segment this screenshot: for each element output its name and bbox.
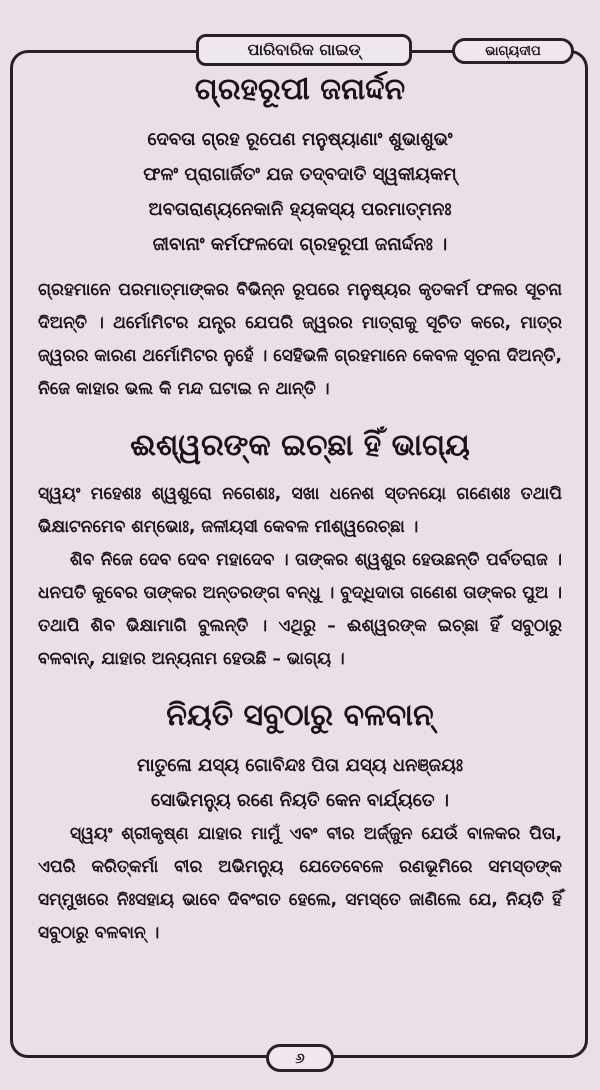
book-title-badge: ପାରିବାରିକ ଗାଇଡ୍: [196, 34, 412, 66]
paragraph: ସ୍ୱୟଂ ମହେଶଃ ଶ୍ୱଶୁରୋ ନଗେଶଃ, ସଖା ଧନେଶ ସ୍ତନୟୋ ଗଣେଶଃ ତଥାପି ଭିକ୍ଷାଟନମେବ ଶମ୍ଭୋଃ, ଜଳୀୟସୀ କେବଳ ମୀଶ୍ୱରେଚ୍ଛା ।: [38, 484, 562, 537]
section-ishwar-ichha: [38, 426, 562, 676]
section-niyati: [38, 696, 562, 950]
paragraph: ସ୍ୱୟଂ ଶ୍ରୀକୃଷ୍ଣ ଯାହାର ମାମୁଁ ଏବଂ ବୀର ଅର୍ଜ୍ଜୁନ ଯେଉଁ ବାଳକର ପିତା, ଏପରି କରିତ୍‌କର୍ମା ବୀର ଅଭିମନ୍ୟୁ ଯେତେବେଳେ ରଣଭୂମିରେ ସମସ୍ତଙ୍କ ସମ୍ମୁଖରେ ନିଃସହାୟ ଭାବେ ଦିବଂଗତ ହେଲେ, ସମସ୍ତେ ଜାଣିଲେ ଯେ, ନିୟତି ହିଁ ସବୁଠାରୁ ବଳବାନ୍ ।: [38, 824, 562, 943]
explanation: [38, 274, 562, 406]
verse-line: ମାତୁଳୋ ଯସ୍ୟ ଗୋବିନ୍ଦଃ ପିତା ଯସ୍ୟ ଧନଞ୍ଜୟଃ: [137, 755, 463, 776]
sanskrit-verse: [38, 122, 562, 262]
page-number: ୬: [266, 1044, 334, 1072]
paragraph: ଗ୍ରହମାନେ ପରମାତ୍ମାଙ୍କର ବିଭିନ୍ନ ରୂପରେ ମନୁଷ୍ୟର କୃତକର୍ମ ଫଳର ସୂଚନା ଦିଅନ୍ତି । ଥର୍ମୋମିଟର ଯନ୍ତ୍ର ଯେପରି ଜ୍ୱରର ମାତ୍ରାକୁ ସୂଚିତ କରେ, ମାତ୍ର ଜ୍ୱରର କାରଣ ଥର୍ମୋମିଟର ନୁହେଁ । ସେହିଭଳି ଗ୍ରହମାନେ କେବଳ ସୂଚନା ଦିଅନ୍ତି, ନିଜେ କାହାର ଭଲ କି ମନ୍ଦ ଘଟାଇ ନ ଥାନ୍ତି ।: [38, 280, 562, 399]
verse-line: ଦେବତା ଗ୍ରହ ରୂପେଣ ମନୁଷ୍ୟାଣାଂ ଶୁଭାଶୁଭଂ: [147, 129, 453, 150]
verse-line: ଫଳଂ ପ୍ରାଗାର୍ଜିତଂ ଯଜ ତଦ୍‌ବଦାତି ସ୍ୱକୀୟକମ୍: [143, 164, 457, 185]
section-title: ନିୟତି ସବୁଠାରୁ ବଳବାନ୍: [166, 698, 434, 733]
section-grahrupi: [38, 70, 562, 406]
explanation: [38, 818, 562, 950]
page-content: [38, 70, 562, 950]
verse-line: ସୋଭିମନ୍ୟୁ ରଣେ ନିୟତି କେନ ବାର୍ଯ୍ୟତେ ।: [151, 790, 449, 811]
sanskrit-verse: [38, 748, 562, 818]
section-label-badge: ଭାଗ୍ୟଦୀପ: [452, 38, 574, 64]
section-title: ଈଶ୍ୱରଙ୍କ ଇଚ୍ଛା ହିଁ ଭାଗ୍ୟ: [130, 428, 470, 463]
verse-line: ଅବତାରାଣ୍ୟନେକାନି ହ୍ୟକସ୍ୟ ପରମାତ୍ମନଃ: [148, 199, 452, 220]
paragraph: ଶିବ ନିଜେ ଦେବ ଦେବ ମହାଦେବ । ତାଙ୍କର ଶ୍ୱଶୁର ହେଉଛନ୍ତି ପର୍ବତରାଜ । ଧନପତି କୁବେର ତାଙ୍କର ଅନ୍ତରଙ୍ଗ ବନ୍ଧୁ । ବୁଦ୍ଧିଦାତା ଗଣେଶ ତାଙ୍କର ପୁଅ । ତଥାପି ଶିବ ଭିକ୍ଷାମାଗି ବୁଲନ୍ତି । ଏଥିରୁ – ଈଶ୍ୱରଙ୍କ ଇଚ୍ଛା ହିଁ ସବୁଠାରୁ ବଳବାନ୍, ଯାହାର ଅନ୍ୟନାମ ହେଉଛି – ଭାଗ୍ୟ ।: [38, 550, 562, 669]
verse-line: ଜୀବାନାଂ କର୍ମଫଳଦୋ ଗ୍ରହରୂପୀ ଜନାର୍ଦ୍ଦନଃ ।: [152, 234, 448, 255]
explanation: [38, 478, 562, 676]
section-title: ଗ୍ରହରୂପୀ ଜନାର୍ଦ୍ଦନ: [194, 72, 406, 107]
